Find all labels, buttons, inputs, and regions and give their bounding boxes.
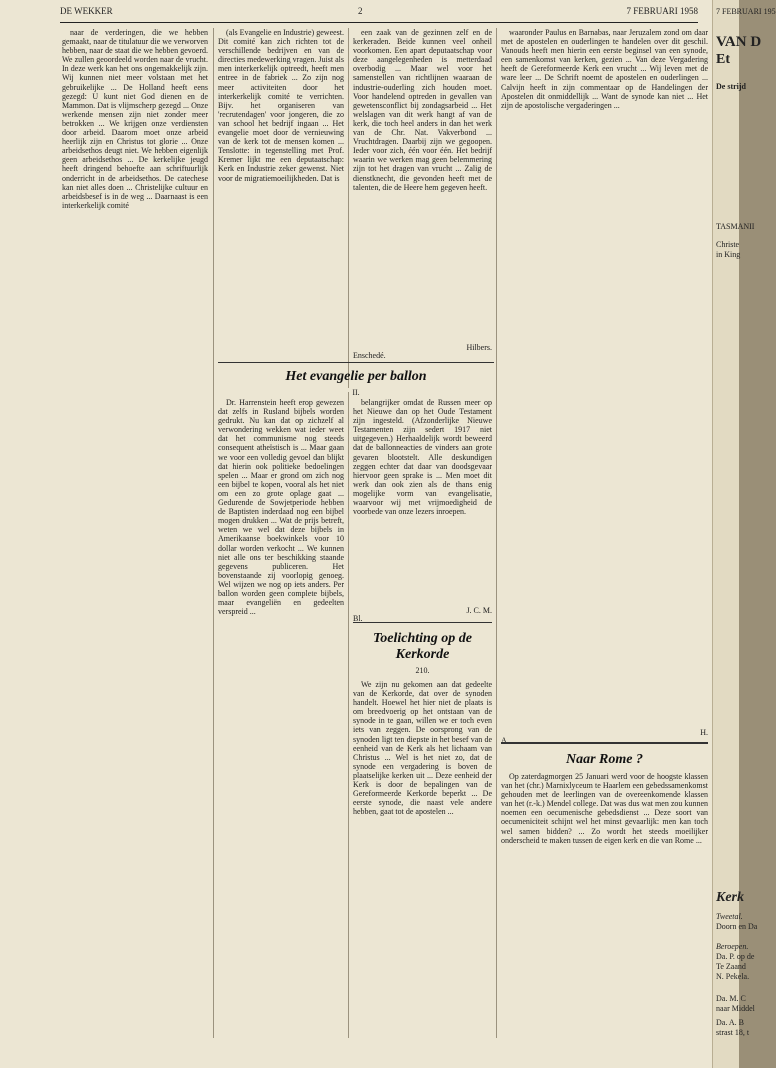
next-page-fragment: Da. P. op de	[716, 952, 755, 961]
next-page-fragment: Et	[716, 52, 730, 67]
article-text: Dr. Harrenstein heeft erop gewezen dat zelfs in Rusland bijbels worden gedrukt. Nu kan dat op zichzelf al verwondering wekken wat ieder weet dat het communisme nog steeds consequent atheïstisch is ... Maar gaan we voor een volledig gevoel dan blijkt dat hierin ook politieke bedoelingen spelen ... Maar er grond om zich nog een bijbel te kopen, vooral als het niet om een zo grote oplage gaat ... Gedurende de Sowjetperiode hebben de Baptisten inderdaad nog een bijbel mogen drukken ... Wat de prijs betreft, weten we wel dat deze bijbels in Amerikaanse boekwinkels voor 10 dollar worden verkocht ... We kunnen niet alle ons ter beschikking staande gegevens publiceren. Het bovenstaande zij voorlopig genoeg. Wel wijzen we nog op iets anders. Per ballon worden geen complete bijbels, maar evangeliën en gedeelten verspreid ...	[218, 398, 344, 617]
next-page-fragment: TASMANII	[716, 222, 755, 231]
next-page-fragment: Tweetal.	[716, 912, 743, 921]
next-page-fragment: Christe	[716, 240, 740, 249]
next-page-header: 7 FEBRUARI 195	[716, 7, 776, 16]
article-text: naar de verderingen, die we hebben gemaakt, naar de titulatuur die we verworven hebben, naar de staat die we hebben gevoerd. We zullen geoordeeld worden naar de vrucht. In deze werk kan het ons ongemakkelijk zijn. Wij kunnen niet meer volstaan met het gebruikelijke ... De Holland heeft eens gezegd: U kunt niet God dienen en de Mammon. Dat is vlijmscherp gezegd ... Onze werkende mensen zijn niet zonder meer betrokken ... We krijgen onze verdiensten door arbeid. Daarom moet onze arbeid heerlijk zijn en Christus tot glorie ... Onze arbeidsethos deugt niet. We hebben eigenlijk geen arbeidsethos ... De kerkelijke jeugd heeft dringend behoefte aan schriftuurlijk onderricht in de arbeidsethos. De catechese kan niet alles doen ... Christelijke cultuur en arbeidsbesef is in de weg ... Daarnaast is een interkerkelijk comité	[62, 28, 208, 210]
article-head-rome	[501, 742, 708, 768]
next-page-fragment: Te Zaand	[716, 962, 746, 971]
signature-right: Hilbers.	[466, 343, 492, 352]
next-page-fragment: De strijd	[716, 82, 746, 91]
next-page-fragment: Kerk	[716, 890, 744, 905]
article-signature	[353, 343, 492, 362]
next-page-edge	[712, 0, 776, 1068]
article-text: belangrijker omdat de Russen meer op het Nieuwe dan op het Oude Testament zijn ingesteld. (Afzonderlijke Nieuwe Testamenten zijn sedert 1917 niet uitgegeven.) Herhaaldelijk wordt beweerd dat de ballonneacties de vinders aan grote gevaren blootstelt. Alle deskundigen zeggen echter dat daar van doodsgevaar hiervoor geen sprake is ... Men moet dit werk dan ook zien als de thans enig mogelijke vorm van evangelisatie, waarvoor wij met vrijmoedigheid de voorbede van onze lezers inroepen.	[353, 398, 492, 517]
signature-right: J. C. M.	[466, 606, 492, 615]
article-column-4	[501, 28, 708, 728]
column-divider	[348, 392, 349, 1038]
article-head-kerkorde	[353, 622, 492, 675]
article-title: Toelichting op de Kerkorde	[372, 631, 473, 662]
column-divider	[213, 28, 214, 1038]
article-text: een zaak van de gezinnen zelf en de kerkeraden. Beide kunnen veel onheil voorkomen. Een apart deputaatschap voor deze aangelegenheden is metterdaad overbodig ... Maar wel voor het samenstellen van richtlijnen waaraan de industrie-ouderling zich houden moet. Voor handelend optreden in gevallen van gewetensconflict bij zondagsarbeid ... Het welslagen van dit werk hangt af van de kerk, die toch heel anders in dan het werk van de Chr. Nat. Vakverbond ... Vruchtdragen. Daarbij zijn we gegoopen. Ieder voor zich, één voor één. Het bedrijf waarin we werken mag geen belemmering zijn tot het dragen van vrucht ... Zalig de dienstknecht, die gevonden heeft met de talenten, die de Heere hem gegeven heeft.	[353, 28, 492, 192]
newspaper-name: DE WEKKER	[60, 6, 113, 16]
article-title: Naar Rome ?	[566, 752, 643, 767]
signature-left: Enschedé.	[353, 351, 386, 360]
evangelie-column-1	[218, 398, 344, 1038]
issue-date: 7 FEBRUARI 1958	[626, 6, 698, 16]
article-column-2	[218, 28, 344, 358]
article-title: Het evangelie per ballon	[285, 369, 427, 384]
rome-column	[501, 772, 708, 1038]
article-text: waaronder Paulus en Barnabas, naar Jeruzalem zond om daar met de apostelen en ouderlingen te handelen over dit geschil. Vanouds heeft men hierin een eerste beginsel van een synode, een samenkomst van kerken, gezien ... Van deze Vergadering heeft de Gereformeerde Kerk een vrucht ... Wij leven met de ware leer ... De Schrift noemt de apostelen en ouderlingen ... Calvijn heeft in zijn commentaar op de Handelingen der Apostelen dit onmiddellijk ... Want de synode kan niet ... Het zijn de apostolische vergaderingen ...	[501, 28, 708, 110]
column-divider	[348, 28, 349, 388]
header-rule	[60, 22, 698, 23]
article-number: II.	[352, 388, 360, 397]
signature-right: H.	[700, 728, 708, 737]
next-page-fragment: N. Pekela.	[716, 972, 750, 981]
next-page-fragment: Da. M. C	[716, 994, 746, 1003]
page-number: 2	[358, 6, 363, 16]
next-page-fragment: Doorn en Da	[716, 922, 758, 931]
article-column-1	[62, 28, 208, 1040]
next-page-fragment: Beroepen.	[716, 942, 749, 951]
article-number: 210.	[415, 666, 430, 675]
article-column-3	[353, 28, 492, 338]
signature-left: Bl.	[353, 614, 363, 623]
article-text: (als Evangelie en Industrie) geweest. Dit comité kan zich richten tot de verschillende bedrijven en van de directies medewerking vragen. Juist als men interkerkelijk optreedt, heeft men entree in de fabriek ... Zo zijn nog meer activiteiten door het interkerkelijk comité te verrichten. Bijv. het organiseren van 'recrutendagen' voor jongeren, die zo van school het bedrijf ingaan ... Het evangelie moet door de vernieuwing van de kerk tot de mensen komen ... Tenslotte: in tegenstelling met Prof. Kremer lijkt me een deputaatschap: Kerk en Industrie zeker gewenst. Niet voor de migratiemoeilijkheden. Dat is	[218, 28, 344, 183]
column-divider	[496, 28, 497, 1038]
article-text: Op zaterdagmorgen 25 Januari werd voor de hoogste klassen van het (chr.) Marnixlyceum te Haarlem een gebedssamenkomst gehouden met de leerlingen van de overeenkomende klassen van het (r.-k.) Mendel college. Dat was dus wat men zou kunnen noemen een oecumenische gebedsdienst ... Deze soort van oecumeniciteit schijnt wel het minst gevaarlijk: men kan toch wel samen bidden? ... Zo wordt het steeds moeilijker onderscheid te maken tussen de eigen kerk en die van Rome ...	[501, 772, 708, 845]
page-header	[60, 6, 698, 20]
article-head-evangelie	[218, 362, 494, 397]
next-page-fragment: VAN D	[716, 34, 762, 50]
next-page-fragment: in King	[716, 250, 741, 259]
signature-left: A.	[501, 736, 509, 745]
kerkorde-column-1	[353, 680, 492, 1038]
evangelie-column-2	[353, 398, 492, 603]
next-page-fragment: strast 18, t	[716, 1028, 750, 1037]
next-page-fragment: naar Middel	[716, 1004, 755, 1013]
article-text: We zijn nu gekomen aan dat gedeelte van de Kerkorde, dat over de synoden handelt. Hoewel het hier niet de plaats is om breedvoerig op het ontstaan van de synode in te gaan, willen we er toch even iets van zeggen. De oorsprong van de synoden ligt ten diepste in het besef van de eenheid van de Kerk als het lichaam van Christus ... Wel is het niet zo, dat de synode een vergadering is boven de plaatselijke kerken uit ... Deze eenheid der Kerk is door de bepalingen van de Gereformeerde Kerkorde beperkt ... De eerste synode, die naast vele andere hebben, gaat tot de apostelen ...	[353, 680, 492, 817]
next-page-fragment: Da. A. B	[716, 1018, 744, 1027]
